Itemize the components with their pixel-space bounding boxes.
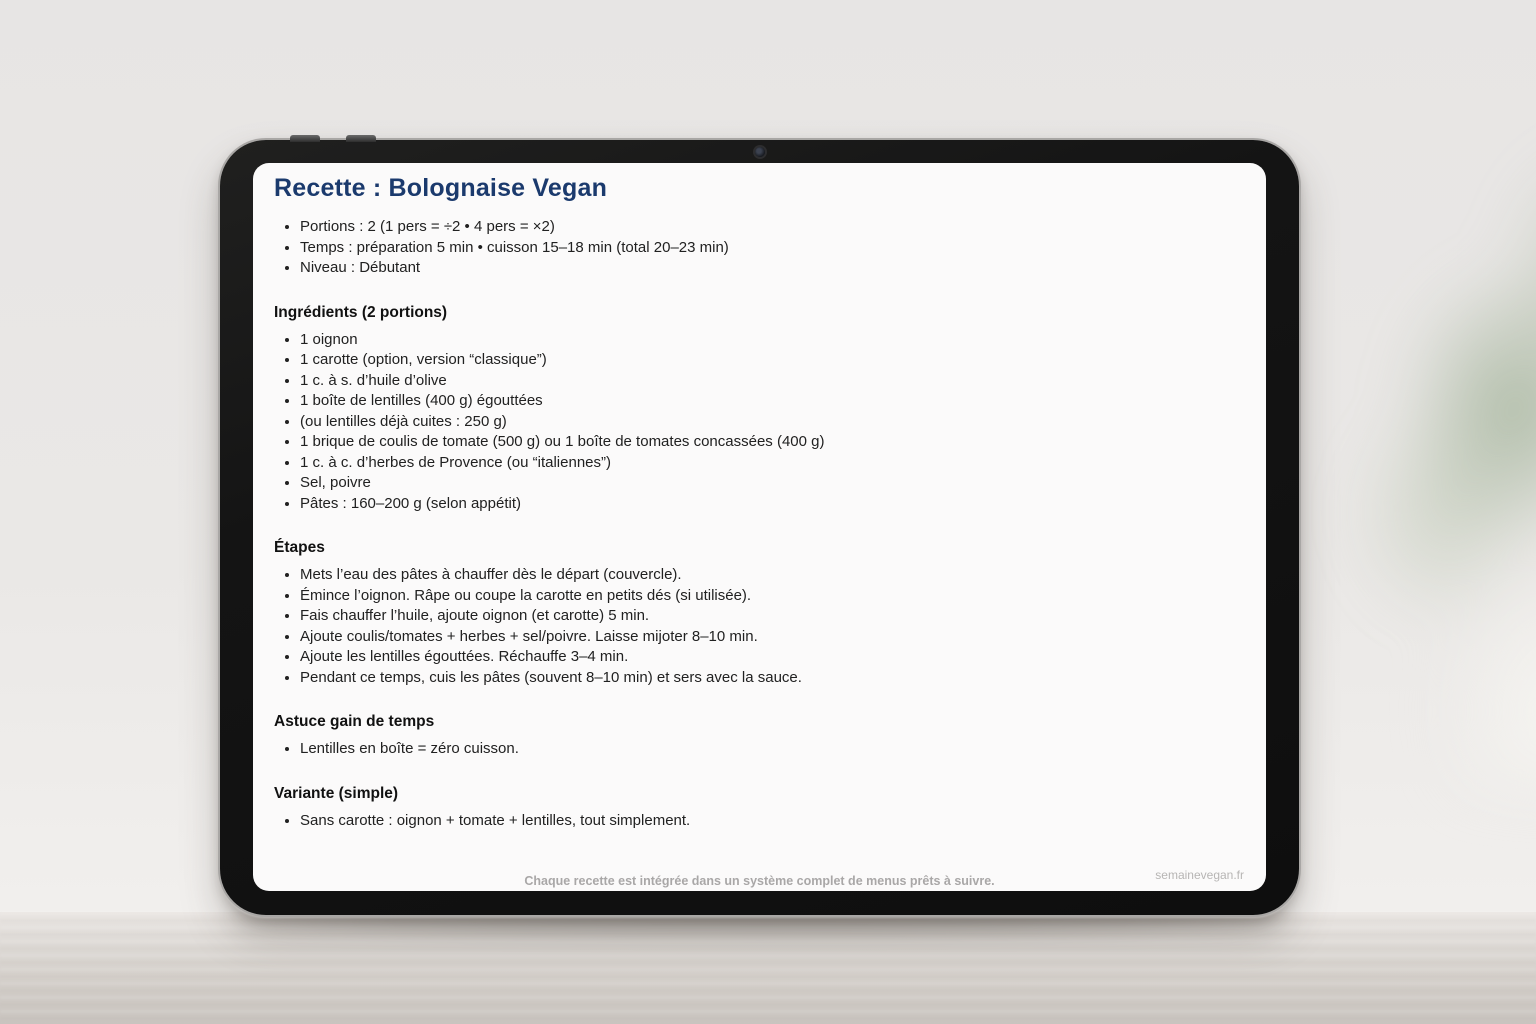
list-item: • 1 oignon bbox=[300, 330, 834, 351]
list-item: • 1 carotte (option, version “classique”) bbox=[300, 350, 834, 371]
section-heading-ingredients: Ingrédients (2 portions) bbox=[274, 303, 448, 321]
brand-watermark: semainevegan.fr bbox=[1155, 868, 1244, 882]
list-item: • Fais chauffer l’huile, ajoute oignon (et carotte) 5 min. bbox=[300, 606, 834, 627]
recipe-document bbox=[253, 163, 1266, 891]
list-item: • Mets l’eau des pâtes à chauffer dès le départ (couvercle). bbox=[300, 565, 834, 586]
volume-down-button bbox=[346, 135, 376, 142]
page-title: Recette : Bolognaise Vegan bbox=[274, 174, 608, 202]
section-heading-tip: Astuce gain de temps bbox=[274, 713, 435, 730]
list-item: • 1 brique de coulis de tomate (500 g) ou 1 boîte de tomates concassées (400 g) bbox=[300, 432, 834, 453]
list-item: • 1 boîte de lentilles (400 g) égouttées bbox=[300, 391, 834, 412]
meta-item-portions: • Portions : 2 (1 pers = ÷2 • 4 pers = ×2) bbox=[300, 217, 834, 238]
front-camera-icon bbox=[755, 147, 765, 157]
steps-list bbox=[274, 565, 834, 688]
tablet-device bbox=[220, 140, 1299, 915]
list-item: • Ajoute les lentilles égouttées. Réchauffe 3–4 min. bbox=[300, 647, 834, 668]
recipe-meta-list bbox=[274, 217, 834, 279]
meta-item-level: • Niveau : Débutant bbox=[300, 258, 834, 279]
tip-list bbox=[274, 739, 834, 760]
section-heading-steps: Étapes bbox=[274, 539, 325, 556]
footer-note: Chaque recette est intégrée dans un système complet de menus prêts à suivre. bbox=[524, 874, 995, 888]
volume-up-button bbox=[290, 135, 320, 142]
tablet-screen bbox=[253, 163, 1266, 891]
list-item: • 1 c. à c. d’herbes de Provence (ou “italiennes”) bbox=[300, 453, 834, 474]
list-item: • Pendant ce temps, cuis les pâtes (souvent 8–10 min) et sers avec la sauce. bbox=[300, 668, 834, 689]
meta-item-time: • Temps : préparation 5 min • cuisson 15–18 min (total 20–23 min) bbox=[300, 238, 834, 259]
list-item: • Ajoute coulis/tomates + herbes + sel/poivre. Laisse mijoter 8–10 min. bbox=[300, 627, 834, 648]
list-item: • (ou lentilles déjà cuites : 250 g) bbox=[300, 412, 834, 433]
list-item: • 1 c. à s. d’huile d’olive bbox=[300, 371, 834, 392]
list-item: • Lentilles en boîte = zéro cuisson. bbox=[300, 739, 834, 760]
variant-list bbox=[274, 811, 834, 832]
ingredients-list bbox=[274, 330, 834, 515]
list-item: • Émince l’oignon. Râpe ou coupe la carotte en petits dés (si utilisée). bbox=[300, 586, 834, 607]
list-item: • Sans carotte : oignon + tomate + lentilles, tout simplement. bbox=[300, 811, 834, 832]
list-item: • Pâtes : 160–200 g (selon appétit) bbox=[300, 494, 834, 515]
list-item: • Sel, poivre bbox=[300, 473, 834, 494]
section-heading-variant: Variante (simple) bbox=[274, 784, 399, 802]
